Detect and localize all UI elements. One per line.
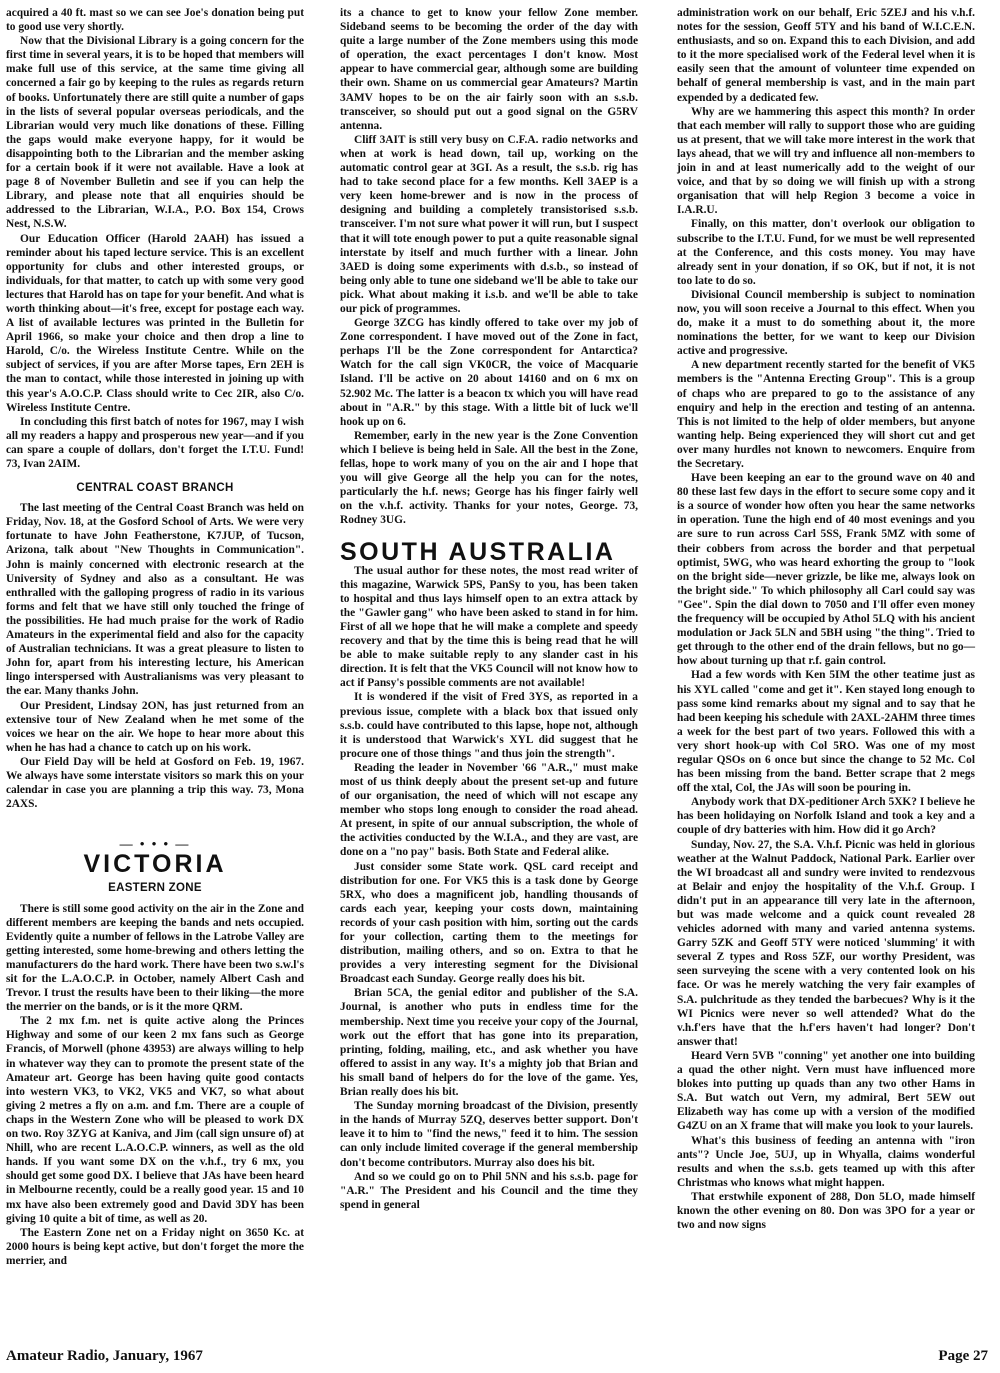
section-heading-eastern-zone: EASTERN ZONE [108, 882, 202, 895]
paragraph: What's this business of feeding an antenna with "iron ants"? Uncle Joe, 5UJ, up in Whyalla, claims wonderful results and when the s.s.b. gets teamed up with this after Christmas who knows what might happen. [677, 1134, 975, 1189]
paragraph: its a chance to get to know your fellow Zone member. Sideband seems to be becoming the order of the day with quite a large number of the Zone members using this mode of operation, the exact percentages I don't know. Most appear to have commercial gear, although some are building their own. Shame on us commercial gear Amateurs? Martin 3AMV hopes to be on the air fairly soon with an s.s.b. transceiver, so should put out a good signal on the G5RV antenna. [340, 7, 638, 132]
section-heading-central-coast: CENTRAL COAST BRANCH [76, 482, 234, 495]
paragraph: The last meeting of the Central Coast Branch was held on Friday, Nov. 18, at the Gosford School of Arts. We were very fortunate to have John Featherstone, K7JUP, of Tucson, Arizona, talk about "New Thoughts in Communication". John is mainly concerned with electronic research at the University of Sydney and also as a consultant. He was enthralled with the galloping progress of radio in its various forms and felt that we have still only touched the fringe of the possibilities. He had much praise for the work of Radio Amateurs in the experimental field and also for the capacity of Australian technicians. It was a great pleasure to listen to John for, apart from his interesting lecture, his American lingo interspersed with Australianisms was very pleasant to the ear. Many thanks John. [6, 502, 304, 698]
paragraph: George 3ZCG has kindly offered to take over my job of Zone correspondent. I have moved out of the Zone in fact, perhaps I'll be the Zone correspondent for Antarctica? Watch for the call sign VK0CR, the voice of Macquarie Island. I'll be active on 20 about 14160 and on 6 mx on 52.902 Mc. The latter is a beacon tx which you will have read about in "A.R." by this stage. With a little bit of luck we'll hook up on 6. [340, 317, 638, 428]
paragraph: Cliff 3AIT is still very busy on C.F.A. radio networks and when at work is head down, tail up, working on the automatic control gear at 3GI. As a result, the s.s.b. rig has had to take second place for a few months. Kell 3AEP is a very keen home-brewer and is now in the process of designing and building a completely transistorised s.s.b. transceiver. I'm not sure what power it will run, but I suspect that it will tote enough power to put a quite reasonable signal interstate by itself and much further with a linear. John 3AED is doing some experiments with d.s.b., so instead of being only able to tune one sideband we'll be able to take our pick. What about making it i.s.b. and we'll be able to take our pick of programmes. [340, 133, 638, 315]
paragraph: Finally, on this matter, don't overlook our obligation to subscribe to the I.T.U. Fund, for we must be well represented at the Conference, and this costs money. You may have already sent in your donation, if so OK, but if not, it is not too late to do so. [677, 218, 975, 287]
paragraph: It is wondered if the visit of Fred 3YS, as reported in a previous issue, complete with a black box that issued only s.s.b. could have contributed to this lapse, hope not, although it is understood that Warwick's XYL did suggest that he procure one of those things "and thus join the strength". [340, 691, 638, 760]
footer-page-number: Page 27 [938, 1348, 988, 1364]
column-1 [6, 6, 304, 1268]
paragraph: Had a few words with Ken 5IM the other teatime just as his XYL called "come and get it". Ken stayed long enough to pass some kind remarks about my signal and to say that he had been keeping his schedule with 2AXL-2AHM three times a week for the best part of two years. Followed this with a very short hook-up with Col 5RO. Was one of my most regular QSOs on 6 once but since the change to 52 Mc. Col has been missing from the band. Better scrape that 2 megs off the xtal, Col, the JAs will soon be pouring in. [677, 669, 975, 795]
paragraph: Our Field Day will be held at Gosford on Feb. 19, 1967. We always have some interstate visitors so mark this on your calendar in case you are planning a trip this way. 73, Mona 2AXS. [6, 755, 304, 811]
paragraph: And so we could go on to Phil 5NN and his s.s.b. page for "A.R." The President and his Council and the time they spend in general [340, 1170, 638, 1211]
paragraph: Our Education Officer (Harold 2AAH) has issued a reminder about his taped lecture service. This is an excellent opportunity for clubs and other interested groups, or individuals, for that matter, to catch up with some very good lectures that Harold has on tape for your benefit. And what is worth thinking about—it's free, except for postage each way. A list of available lectures was printed in the Bulletin for April 1966, so make your choice and then drop a line to Harold, C/o. the Wireless Institute Centre. While on the subject of services, if you are after Morse tapes, Ern 2EH is the man to contact, while those interested in joining up with this year's A.O.C.P. Class should write to Cec 2IR, also C/o. Wireless Institute Centre. [6, 232, 304, 414]
paragraph: Now that the Divisional Library is a going concern for the first time in several years, it is to be hoped that members will make full use of this service, at the same time giving all concerned a fair go by keeping to the rules as regards return of books. Unfortunately there are still quite a number of gaps in the lists of several popular overseas periodicals, and the Librarian would very much like donations of these. Filling the gaps would make everyone happy, for it would be disappointing both to the Librarian and the member asking for a certain book if it were not available. Have a look at page 8 of November Bulletin and see if you can help the Library, and please note that all enquiries should be addressed to the Librarian, W.I.A., P.O. Box 154, Crows Nest, N.S.W. [6, 35, 304, 231]
paragraph: That erstwhile exponent of 288, Don 5LO, made himself known the other evening on 80. Don was 3PO for a year or two and now signs [677, 1190, 975, 1232]
paragraph: There is still some good activity on the air in the Zone and different members are keeping the bands and nets occupied. Evidently quite a number of fellows in the Latrobe Valley are getting interested, some home-brewing and others letting the manufacturers do the hard work. There have been two s.w.l's sit for the L.A.O.C.P. in October, namely Albert Cash and Trevor. I trust the results have been to their liking—the more the merrier on the bands, or is it the more QRM. [6, 902, 304, 1014]
paragraph: A new department recently started for the benefit of VK5 members is the "Antenna Erecting Group". This is a group of chaps who are prepared to go to the assistance of any enquiry and help in the erection and testing of an antenna. This is not limited to the help of older members, but anyone wanting help. Being experienced they will short cut and get over many hurdles not known to newcomers. Enquire from the Secretary. [677, 359, 975, 470]
paragraph: In concluding this first batch of notes for 1967, may I wish all my readers a happy and prosperous new year—and if you can spare a couple of dollars, don't forget the I.T.U. Fund! 73, Ivan 2AIM. [6, 415, 304, 470]
paragraph: acquired a 40 ft. mast so we can see Joe's donation being put to good use very shortly. [6, 7, 304, 34]
paragraph: The Eastern Zone net on a Friday night on 3650 Kc. at 2000 hours is being kept active, but don't forget the more the merrier, and [6, 1226, 304, 1267]
paragraph: The usual author for these notes, the most read writer of this magazine, Warwick 5PS, PanSy to you, has been taken to hospital and thus lays himself open to an extra attack by the "Gawler gang" who have been asked to stand in for him. First of all we hope that he will make a complete and speedy recovery and that by the time this is being read that he will be able to make suitable reply to any slander cast in his direction. It is felt that the VK5 Council will not know how to act if Pansy's possible comments are not available! [340, 564, 638, 690]
paragraph: Divisional Council membership is subject to nomination now, you will soon receive a Journal to this effect. When you do, make it a must to do something about it, the more nominations the better, for we want to keep our Division active and progressive. [677, 288, 975, 358]
paragraph: Brian 5CA, the genial editor and publisher of the S.A. Journal, is another who puts in endless time for the membership. Next time you receive your copy of the Journal, work out the effort that has gone into its preparation, printing, folding, mailing, etc., and ask whether you have offered to assist in any way. It's a mighty job that Brian and his small band of helpers do for the love of the game. Yes, Brian really does his bit. [340, 987, 638, 1099]
paragraph: Why are we hammering this aspect this month? In order that each member will rally to support those who are guiding us at present, that we will take more interest in the work that lays ahead, that we will try and influence all non-members to join in and at least numerically add to the weight of our voice, and that by so doing we will finish up with a strong organisation that will help Region 3 become a voice in I.A.R.U. [677, 105, 975, 217]
paragraph: Our President, Lindsay 2ON, has just returned from an extensive tour of New Zealand when he met some of the voices we hear on the air. We hope to hear more about this when he has had a chance to catch up on his work. [6, 699, 304, 754]
paragraph: Anybody work that DX-peditioner Arch 5XK? I believe he has been holidaying on Norfolk Island and took a key and a couple of dry batteries with him. How did it go Arch? [677, 796, 975, 837]
paragraph: Have been keeping an ear to the ground wave on 40 and 80 these last few days in the effort to secure some copy and it is a source of wonder how often you hear the same networks in operation. Tune the high end of 40 most evenings and you are sure to run across Carl 5SS, Frank 5MZ with some of their cobbers from across the border and that perpetual optimist, 5WG, who was heard exhorting the group to "look on the bright side—never grizzle, be like me, always look on the bright side." To which philosophy all Carl could say was "Gee". Spin the dial down to 7050 and I'll offer even money the frequency will be occupied by Athol 5LQ with his ancient modulation or Jack 5LN and 5BH using "the thing". Tried to get through to the other end of the drain fellows, but no go—how about turning up that r.f. gain control. [677, 472, 975, 668]
state-heading-south-australia: SOUTH AUSTRALIA [340, 538, 616, 567]
column-2 [340, 6, 638, 1212]
state-heading-victoria: VICTORIA [83, 850, 227, 879]
paragraph: Sunday, Nov. 27, the S.A. V.h.f. Picnic was held in glorious weather at the Walnut Paddock, National Park. Earlier over the WI broadcast all and sundry were invited to rendezvous at Belair and enjoy the hospitality of the V.h.f. Group. I didn't put in an appearance till very late in the afternoon, but was made welcome and a quick count revealed 28 vehicles adorned with many and varied antenna systems. Garry 5ZK and Geoff 5TY were noticed 'slumming' it with several Z types and Ross 5ZF, our worthy President, was seen surveying the scene with a very contented look on his face. Or was he merely watching the very fair examples of S.A. pulchritude as they tended the barbecues? Why is it the WI Picnics were never so well attended? What do the v.h.f'ers have that the h.f'ers haven't had longer? Don't answer that! [677, 838, 975, 1048]
section-separator: — • • • — [119, 836, 191, 852]
paragraph: administration work on our behalf, Eric 5ZEJ and his v.h.f. notes for the session, Geoff 5TY and his band of W.I.C.E.N. enthusiasts, and so on. Expand this to each Division, and add to it the more specialised work of the Federal level when it is easily seen that the amount of volunteer time expended on behalf of general membership is vast, and in the main part expended by a dedicated few. [677, 7, 975, 104]
paragraph: Reading the leader in November '66 "A.R.," must make most of us think deeply about the present set-up and future of our organisation, the need of which will not escape any member who stops long enough to consider the road ahead. At present, in spite of our annual subscription, the whole of the activities conducted by the W.I.A., and they are vast, are done on a "no pay" basis. Both State and Federal alike. [340, 761, 638, 859]
footer-publication: Amateur Radio, January, 1967 [6, 1348, 203, 1364]
paragraph: The 2 mx f.m. net is quite active along the Princes Highway and some of our keen 2 mx fans such as George Francis, of Morwell (phone 43953) are always willing to help in whatever way they can to promote the present state of the Amateur art. George has been having quite good contacts into western VK3, to VK2, VK5 and VK7, so what about giving 2 metres a fly on a.m. and f.m. There are a couple of chaps in the Western Zone who will be pleased to work DX on two. Roy 3ZYG at Kaniva, and Jim (call sign unsure of) at Nhill, who are recent L.A.O.C.P. winners, as well as the old hands. If you want some DX on the v.h.f., try 6 mx, you should get some good DX. I believe that JAs have been heard in Melbourne recently, could be a really good year. 15 and 10 mx have also been extremely good and David 3DY has been giving 10 quite a bit of time, as well as 20. [6, 1015, 304, 1225]
paragraph: Heard Vern 5VB "conning" yet another one into building a quad the other night. Vern must have influenced more blokes into putting up quads than any two other Hams in S.A. But watch out Vern, my admiral, Bert 5EW out Elizabeth way has come up with a version of the modified G4ZU on an X frame that will make you look to your laurels. [677, 1049, 975, 1133]
column-3 [677, 6, 975, 1232]
paragraph: Just consider some State work. QSL card receipt and distribution for one. For VK5 this is a task done by George 5RX, who does a magnificent job, handling thousands of cards each year, keeping your costs down, maintaining records of your cash position with him, sorting out the cards for your collection, carting them to the meetings for distribution, mailing others, and so on. Extra to that he provides a very interesting segment for the Divisional Broadcast each Sunday. George really does his bit. [340, 860, 638, 986]
paragraph: Remember, early in the new year is the Zone Convention which I believe is being held in Sale. All the best in the Zone, fellas, hope to work many of you on the air and I hope that you will give George all the help you can for the notes, particularly the h.f. news; George has his finger fairly well on the v.h.f. activity. Thanks for your notes, George. 73, Rodney 3UG. [340, 429, 638, 527]
paragraph: The Sunday morning broadcast of the Division, presently in the hands of Murray 5ZQ, deserves better support. Don't leave it to him to "find the news," feed it to him. The session can only include limited coverage if the general membership don't become contributors. Murray also does his bit. [340, 1100, 638, 1169]
